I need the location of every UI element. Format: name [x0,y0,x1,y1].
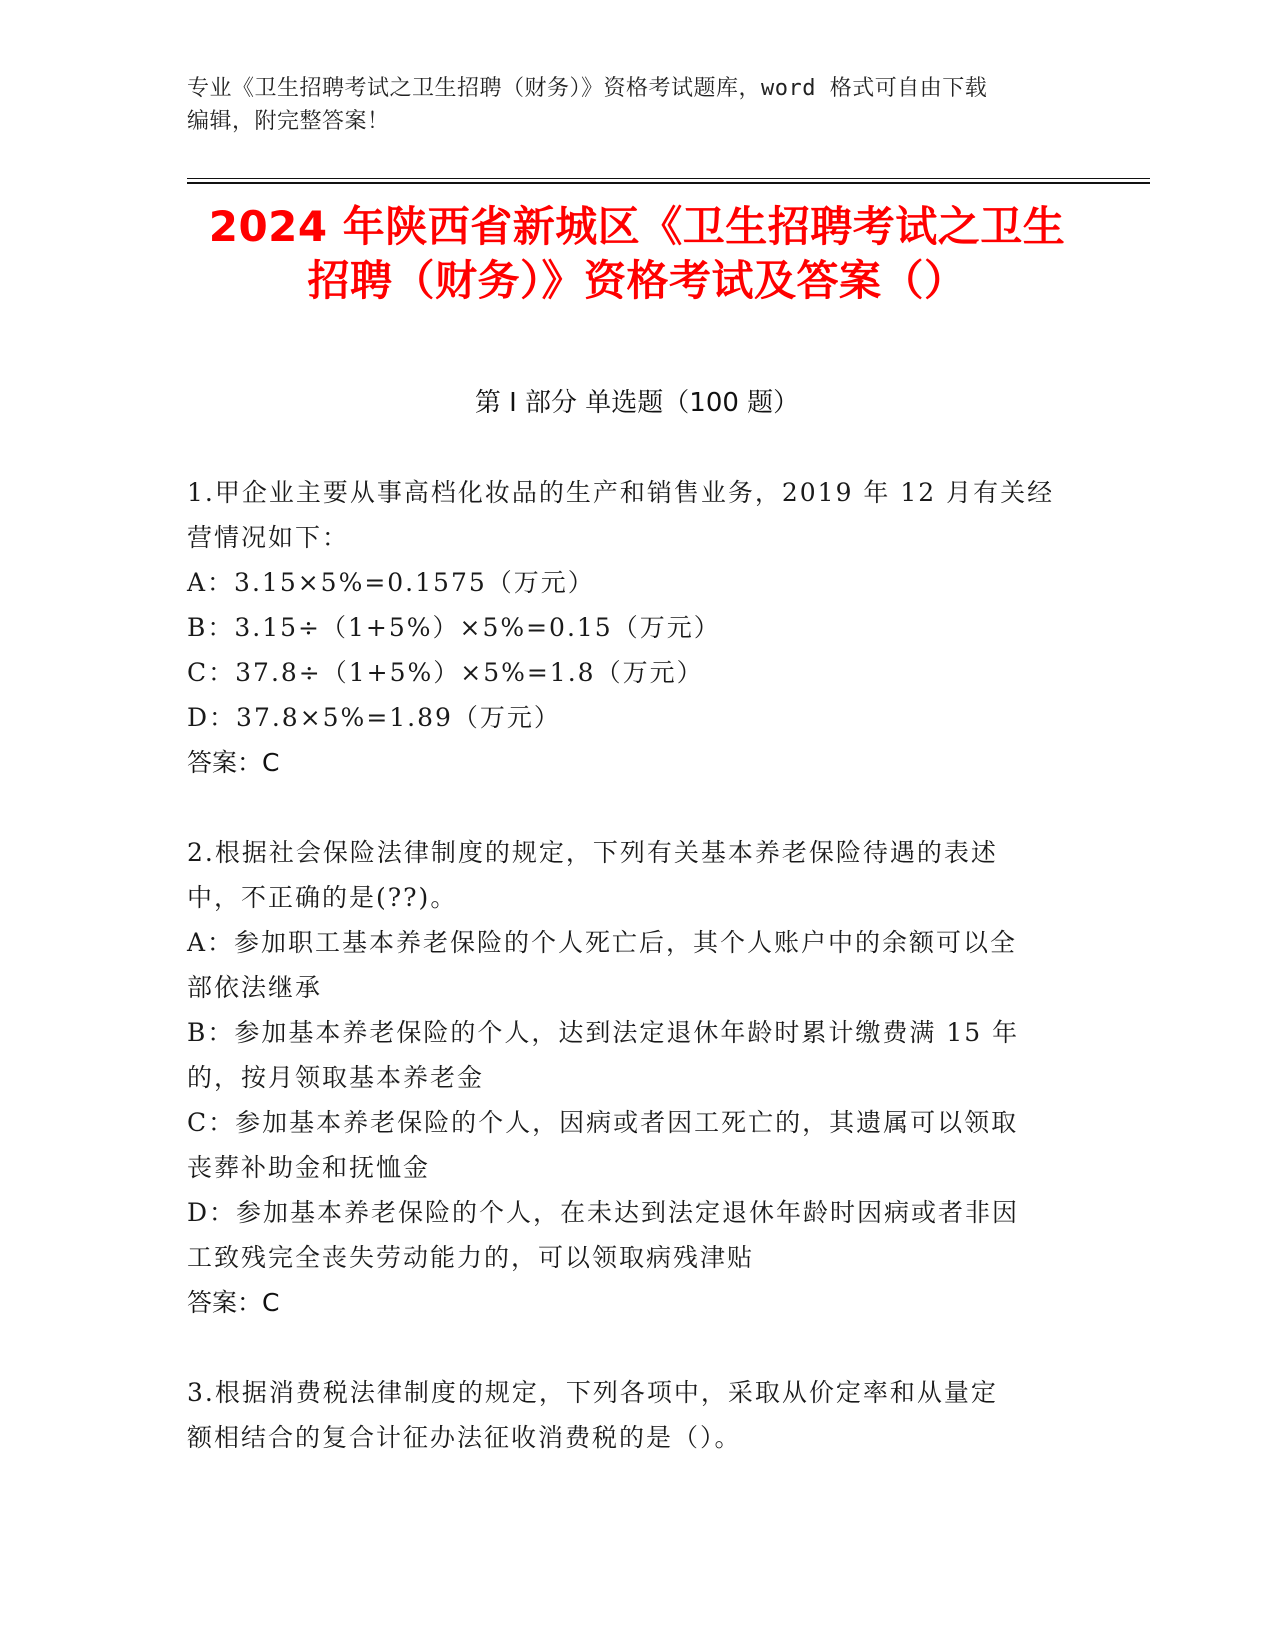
document-title-line: 2024 年陕西省新城区《卫生招聘考试之卫生 [208,202,1066,251]
section-title: 第 I 部分 单选题（100 题） [474,388,800,418]
option-a: A：3.15×5%=0.1575（万元） [187,568,595,597]
option-c: C：37.8÷（1+5%）×5%=1.8（万元） [187,658,704,687]
question-3 [187,1370,1087,1460]
answer-label: 答案：C [187,1288,280,1317]
option-d: D：参加基本养老保险的个人，在未达到法定退休年龄时因病或者非因 [187,1198,1020,1227]
question-stem: 中，不正确的是(??)。 [187,883,458,912]
option-a-cont: 部依法继承 [187,973,323,1002]
document-title-line: 招聘（财务）》资格考试及答案（） [307,256,967,305]
header-divider [187,178,1150,179]
option-d: D：37.8×5%=1.89（万元） [187,703,561,732]
answer-label: 答案：C [187,748,280,777]
question-stem: 1.甲企业主要从事高档化妆品的生产和销售业务，2019 年 12 月有关经 [187,478,1055,507]
question-stem: 营情况如下： [187,523,350,552]
header-note [187,72,1087,138]
header-divider [187,182,1150,184]
document-title [187,200,1087,308]
option-c-cont: 丧葬补助金和抚恤金 [187,1153,431,1182]
question-2 [187,830,1087,1326]
header-note-line: 专业《卫生招聘考试之卫生招聘（财务）》资格考试题库，word 格式可自由下载 [187,76,988,101]
option-d-cont: 工致残完全丧失劳动能力的，可以领取病残津贴 [187,1243,755,1272]
option-a: A：参加职工基本养老保险的个人死亡后，其个人账户中的余额可以全 [187,928,1018,957]
option-b-cont: 的，按月领取基本养老金 [187,1063,485,1092]
option-b: B：参加基本养老保险的个人，达到法定退休年龄时累计缴费满 15 年 [187,1018,1020,1047]
option-b: B：3.15÷（1+5%）×5%=0.15（万元） [187,613,721,642]
question-stem: 3.根据消费税法律制度的规定，下列各项中，采取从价定率和从量定 [187,1378,998,1407]
header-note-line: 编辑，附完整答案！ [187,109,390,134]
question-1 [187,470,1087,786]
question-stem: 额相结合的复合计征办法征收消费税的是（）。 [187,1423,742,1452]
option-c: C：参加基本养老保险的个人，因病或者因工死亡的，其遗属可以领取 [187,1108,1019,1137]
question-stem: 2.根据社会保险法律制度的规定，下列有关基本养老保险待遇的表述 [187,838,998,867]
question-list [187,470,1087,1504]
